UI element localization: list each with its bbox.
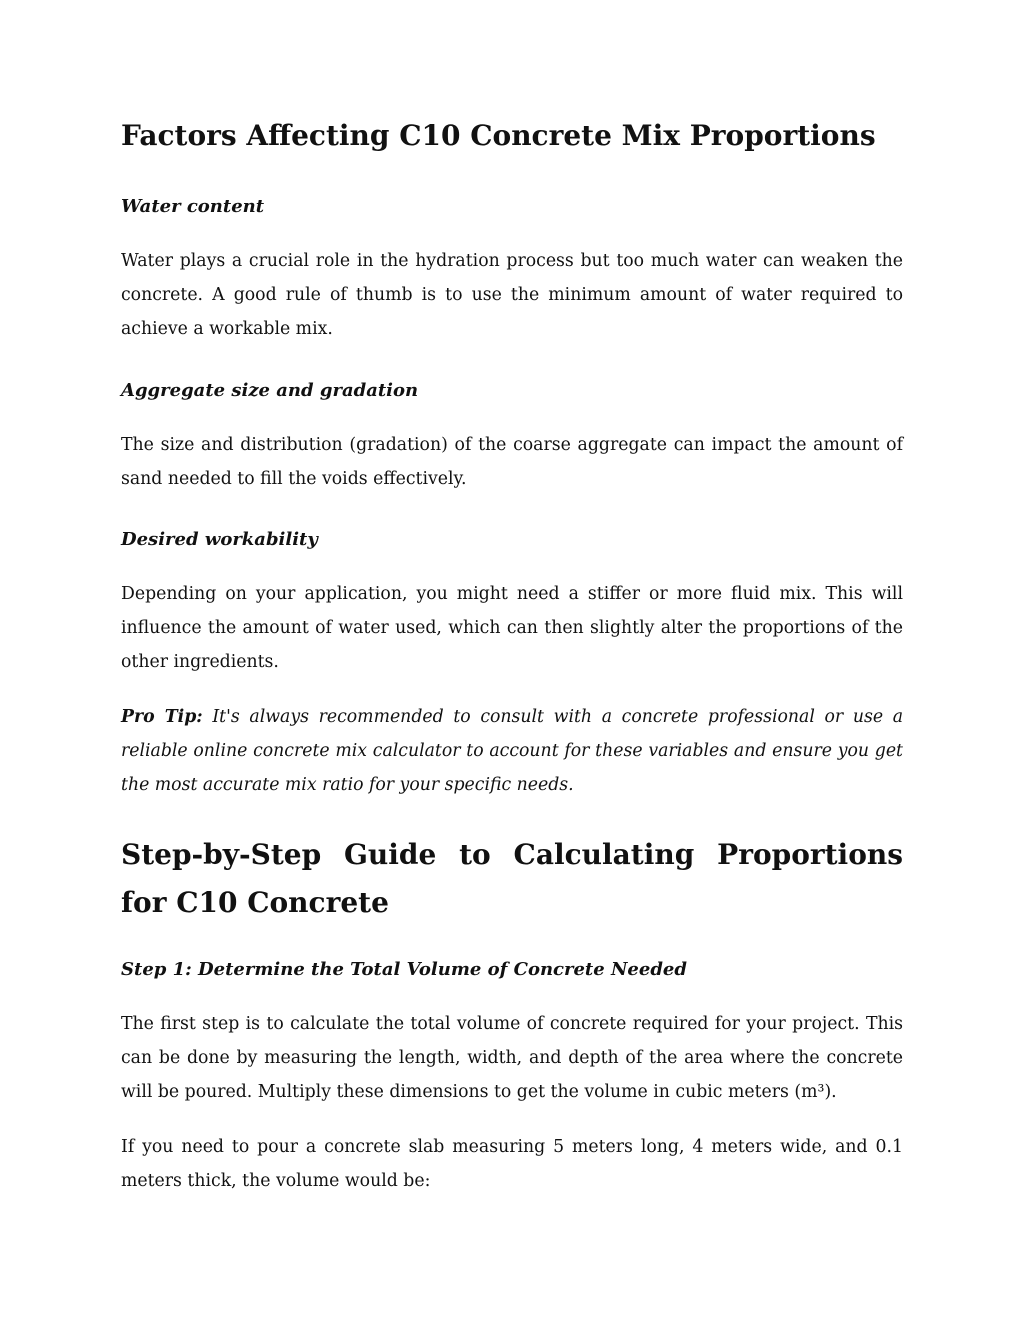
section-title-factors: Factors Affecting C10 Concrete Mix Proportions	[121, 119, 876, 152]
pro-tip-label: Pro Tip:	[121, 707, 203, 727]
pro-tip-text: It's always recommended to consult with a concrete professional or use a reliable online concrete mix calculator to account for these variables and ensure you get the most accurate mix ratio for your specific needs.	[121, 707, 904, 795]
subheading-step-1: Step 1: Determine the Total Volume of Concrete Needed	[121, 959, 687, 980]
paragraph-aggregate: The size and distribution (gradation) of the coarse aggregate can impact the amount of sand needed to fill the voids effectively.	[121, 435, 903, 489]
subheading-water-content: Water content	[121, 196, 265, 217]
section-title-guide: Step-by-Step Guide to Calculating Proportions for C10 Concrete	[121, 838, 903, 919]
paragraph-step-1-example: If you need to pour a concrete slab measuring 5 meters long, 4 meters wide, and 0.1 meters thick, the volume would be:	[121, 1137, 903, 1191]
subheading-workability: Desired workability	[121, 529, 318, 550]
paragraph-workability: Depending on your application, you might need a stiffer or more fluid mix. This will influence the amount of water used, which can then slightly alter the proportions of the other ingredients.	[121, 584, 903, 672]
paragraph-step-1: The first step is to calculate the total volume of concrete required for your project. This can be done by measuring the length, width, and depth of the area where the concrete will be poured. Multiply these dimensions to get the volume in cubic meters (m³).	[121, 1014, 903, 1102]
paragraph-water-content: Water plays a crucial role in the hydration process but too much water can weaken the concrete. A good rule of thumb is to use the minimum amount of water required to achieve a workable mix.	[121, 251, 903, 339]
pro-tip	[121, 700, 903, 802]
subheading-aggregate: Aggregate size and gradation	[121, 380, 419, 401]
